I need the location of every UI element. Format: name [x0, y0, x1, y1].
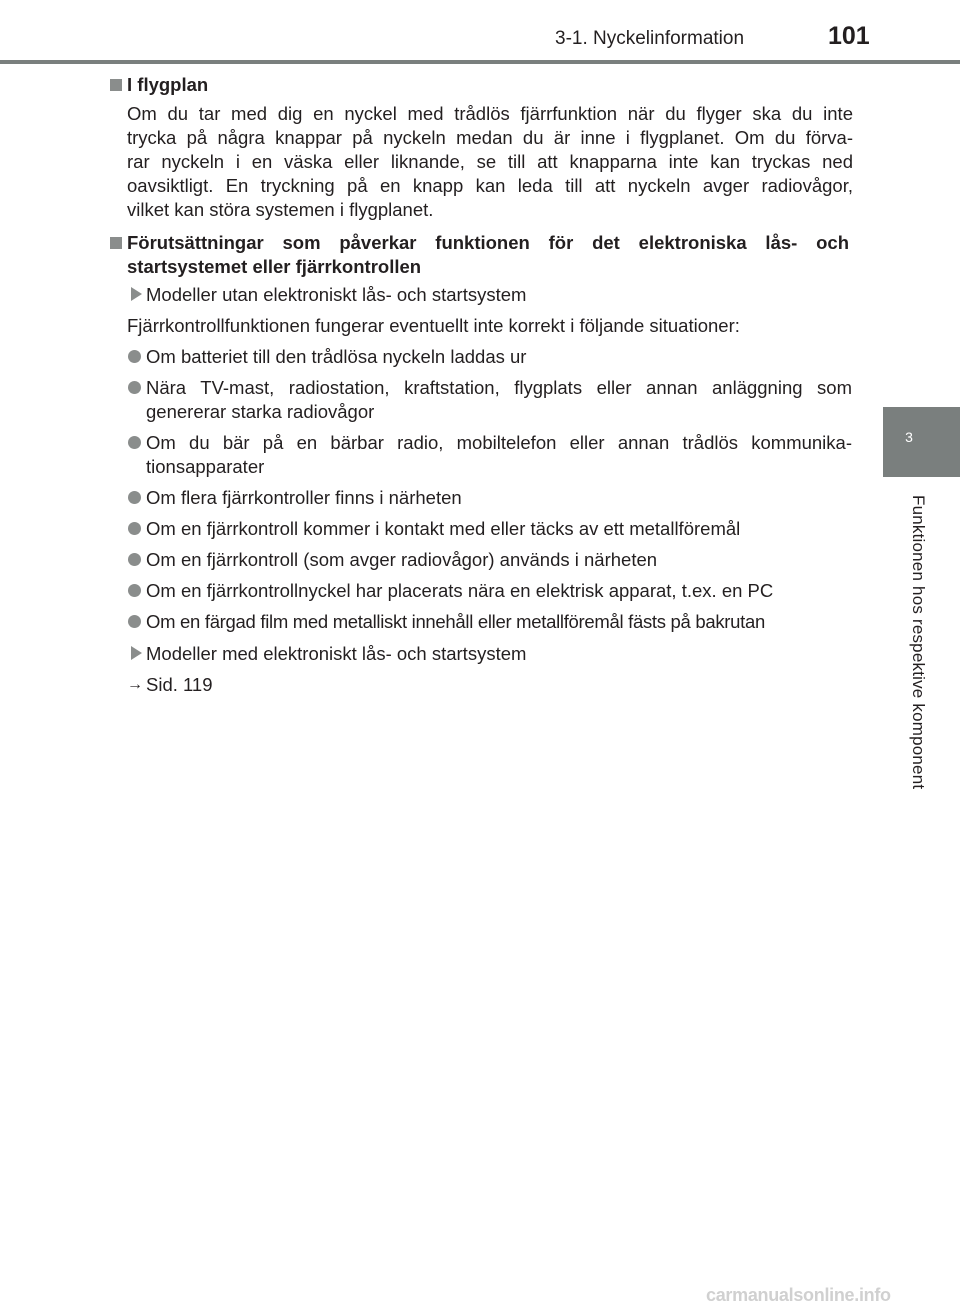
model-without-label: Modeller utan elektroniskt lås- och startsystem — [146, 284, 527, 305]
list-item — [146, 431, 852, 479]
circle-bullet-icon — [128, 491, 141, 504]
list-item-line: genererar starka radiovågor — [146, 401, 375, 422]
model-with-label: Modeller med elektroniskt lås- och startsystem — [146, 643, 527, 664]
list-item: Om en färgad film med metalliskt innehåll eller metallföremål fästs på bakrutan — [146, 611, 765, 632]
arrow-right-icon: → — [127, 676, 143, 693]
list-item-line: Nära TV-mast, radiostation, kraftstation, flygplats eller annan anläggning som — [146, 377, 852, 398]
page-reference-link[interactable]: Sid. 119 — [146, 674, 213, 695]
paragraph-line: oavsiktligt. En tryckning på en knapp kan leda till att nyckeln avger radiovågor, — [127, 175, 853, 196]
square-bullet-icon — [110, 237, 122, 249]
section-title: 3-1. Nyckelinformation — [555, 28, 745, 49]
square-bullet-icon — [110, 79, 122, 91]
paragraph-line: Om du tar med dig en nyckel med trådlös fjärrfunktion när du flyger ska du inte — [127, 103, 853, 124]
paragraph-line: vilket kan störa systemen i flygplanet. — [127, 199, 434, 220]
section-heading-forutsattningar — [127, 231, 849, 279]
circle-bullet-icon — [128, 522, 141, 535]
chapter-tab — [883, 407, 960, 477]
list-item: Om batteriet till den trådlösa nyckeln laddas ur — [146, 346, 527, 367]
intro-text: Fjärrkontrollfunktionen fungerar eventuellt inte korrekt i följande situationer: — [127, 315, 740, 336]
triangle-bullet-icon — [131, 646, 142, 660]
paragraph-line: rar nyckeln i en väska eller liknande, se till att knapparna inte kan tryckas ned — [127, 151, 853, 172]
circle-bullet-icon — [128, 381, 141, 394]
paragraph-flygplan — [127, 102, 853, 222]
triangle-bullet-icon — [131, 287, 142, 301]
page-number: 101 — [828, 22, 870, 50]
heading-line: Förutsättningar som påverkar funktionen för det elektroniska lås- och — [127, 232, 849, 253]
circle-bullet-icon — [128, 584, 141, 597]
circle-bullet-icon — [128, 350, 141, 363]
chapter-number: 3 — [905, 429, 913, 445]
circle-bullet-icon — [128, 553, 141, 566]
list-item-line: Om du bär på en bärbar radio, mobiltelefon eller annan trådlös kommunika- — [146, 432, 852, 453]
watermark: carmanualsonline.info — [706, 1285, 891, 1305]
circle-bullet-icon — [128, 615, 141, 628]
list-item — [146, 376, 852, 424]
chapter-label: Funktionen hos respektive komponent — [909, 495, 928, 790]
list-item: Om en fjärrkontroll kommer i kontakt med eller täcks av ett metallföremål — [146, 518, 741, 539]
list-item: Om flera fjärrkontroller finns i närheten — [146, 487, 462, 508]
heading-line: startsystemet eller fjärrkontrollen — [127, 256, 422, 277]
list-item: Om en fjärrkontrollnyckel har placerats nära en elektrisk apparat, t.ex. en PC — [146, 580, 774, 601]
list-item-line: tionsapparater — [146, 456, 265, 477]
paragraph-line: trycka på några knappar på nyckeln medan du är inne i flygplanet. Om du förva- — [127, 127, 853, 148]
list-item: Om en fjärrkontroll (som avger radiovågor) används i närheten — [146, 549, 658, 570]
circle-bullet-icon — [128, 436, 141, 449]
section-heading-flygplan: I flygplan — [127, 74, 209, 95]
header-divider — [0, 60, 960, 64]
